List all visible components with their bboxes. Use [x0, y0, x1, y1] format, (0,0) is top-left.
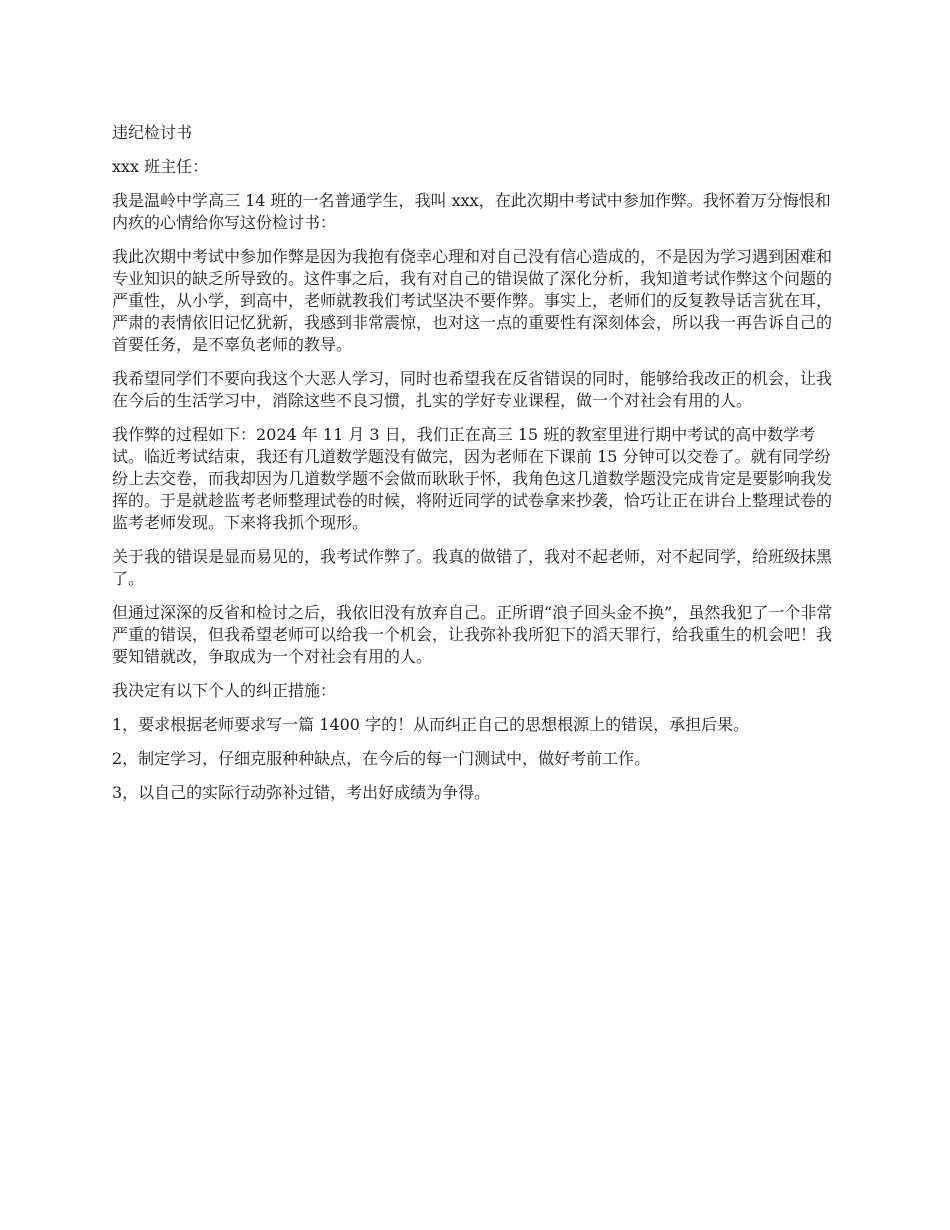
salutation: xxx 班主任：: [112, 157, 209, 176]
document-page: [112, 122, 842, 816]
paragraph-reason: 我此次期中考试中参加作弊是因为我抱有侥幸心理和对自己没有信心造成的，不是因为学习遇到困难和专业知识的缺乏所导致的。这件事之后，我有对自己的错误做了深化分析，我知道考试作弊这个问题的严重性，从小学，到高中，老师就教我们考试坚决不要作弊。事实上，老师们的反复教导话言犹在耳，严肃的表情依旧记忆犹新，我感到非常震惊，也对这一点的重要性有深刻体会，所以我一再告诉自己的首要任务，是不辜负老师的教导。: [112, 247, 833, 354]
paragraph-reflection: 但通过深深的反省和检讨之后，我依旧没有放弃自己。正所谓“浪子回头金不换”，虽然我犯了一个非常严重的错误，但我希望老师可以给我一个机会，让我弥补我所犯下的滔天罪行，给我重生的机会吧！我要知错就改，争取成为一个对社会有用的人。: [112, 603, 833, 666]
document-title: 违纪检讨书: [112, 123, 193, 142]
measure-item-2: 2，制定学习，仔细克服种种缺点，在今后的每一门测试中，做好考前工作。: [112, 749, 651, 768]
measure-item-1: 1，要求根据老师要求写一篇 1400 字的！从而纠正自己的思想根源上的错误，承担后果。: [112, 715, 750, 734]
paragraph-hope: 我希望同学们不要向我这个大恶人学习，同时也希望我在反省错误的同时，能够给我改正的机会，让我在今后的生活学习中，消除这些不良习惯，扎实的学好专业课程，做一个对社会有用的人。: [112, 369, 833, 410]
paragraph-admission: 关于我的错误是显而易见的，我考试作弊了。我真的做错了，我对不起老师，对不起同学，给班级抹黑了。: [112, 547, 833, 588]
paragraph-process: 我作弊的过程如下：2024 年 11 月 3 日，我们正在高三 15 班的教室里进行期中考试的高中数学考试。临近考试结束，我还有几道数学题没有做完，因为老师在下课前 15 分钟可以交卷了。就有同学纷纷上去交卷，而我却因为几道数学题不会做而耿耿于怀，我角色这几道数学题没完成肯定是要影响我发挥的。于是就趁监考老师整理试卷的时候，将附近同学的试卷拿来抄袭，恰巧让正在讲台上整理试卷的监考老师发现。下来将我抓个现形。: [112, 425, 833, 532]
paragraph-measures-intro: 我决定有以下个人的纠正措施：: [112, 681, 337, 700]
paragraph-intro: 我是温岭中学高三 14 班的一名普通学生，我叫 xxx，在此次期中考试中参加作弊。我怀着万分悔恨和内疚的心情给你写这份检讨书：: [112, 191, 831, 232]
measure-item-3: 3，以自己的实际行动弥补过错，考出好成绩为争得。: [112, 783, 491, 802]
